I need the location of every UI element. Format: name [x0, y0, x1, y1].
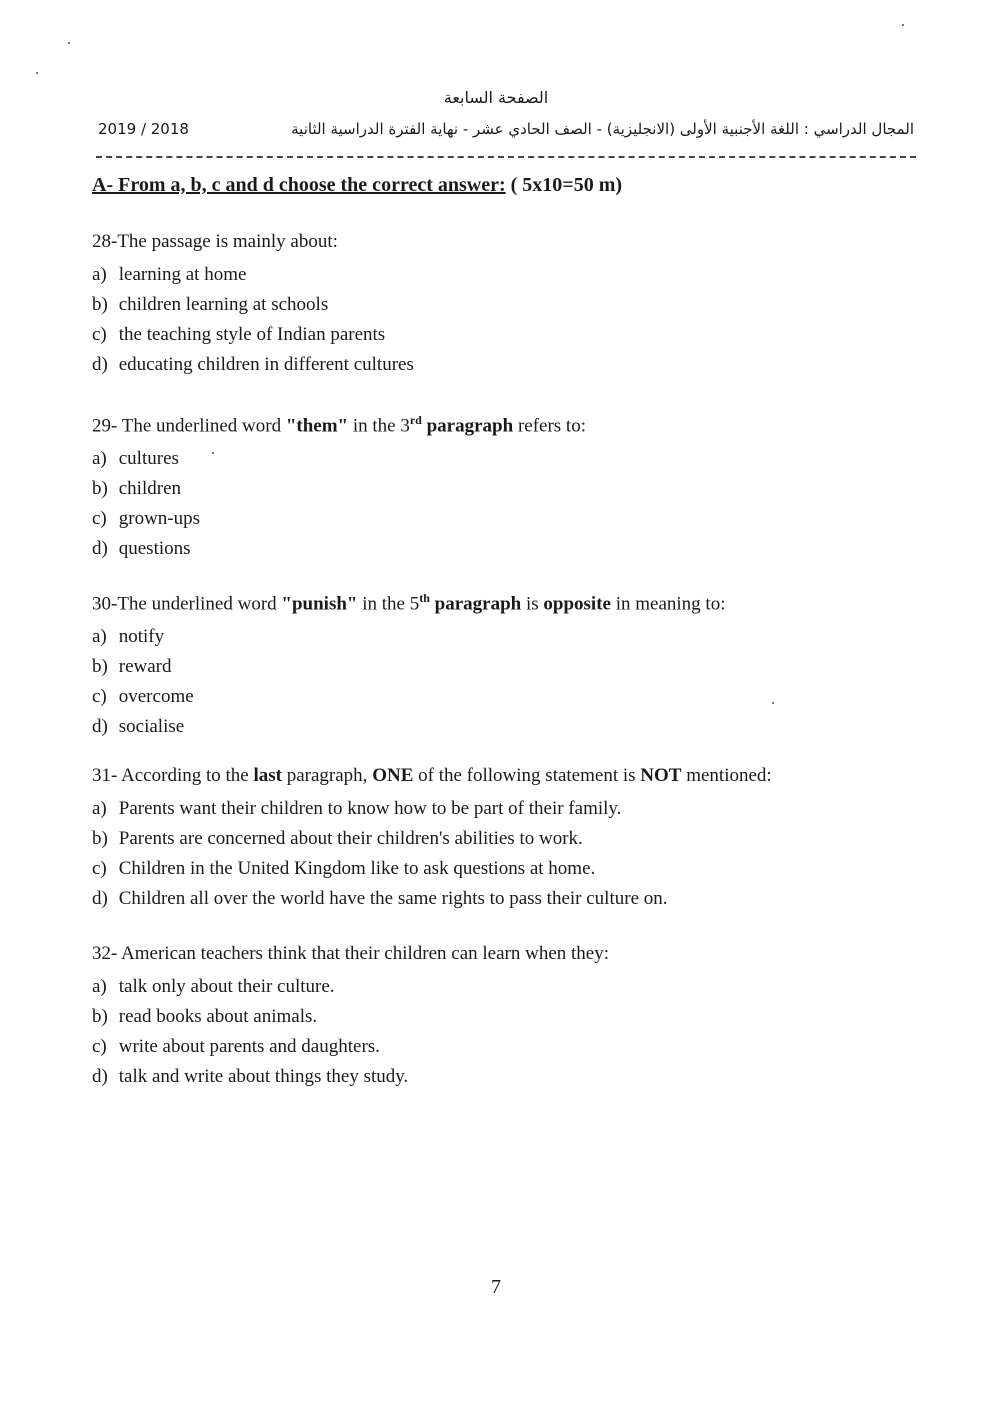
page-number: 7 — [491, 1276, 501, 1298]
option-b: b) reward — [92, 656, 172, 678]
question-stem: 32- American teachers think that their children can learn when they: — [92, 943, 610, 964]
question-number: 31- — [92, 765, 118, 786]
option-d: d) socialise — [92, 716, 185, 738]
scan-speck — [902, 24, 904, 26]
option-b: b) read books about animals. — [92, 1006, 318, 1027]
question-29 — [92, 408, 912, 564]
question-32 — [92, 942, 912, 1092]
underlined-word: "them" — [285, 415, 349, 437]
question-number: 29- — [92, 415, 118, 437]
scan-speck — [772, 702, 774, 704]
underlined-word: "punish" — [281, 593, 358, 615]
question-number: 28- — [92, 231, 118, 252]
option-a: a) Parents want their children to know how to be part of their family. — [92, 798, 622, 819]
question-stem: 31- According to the last paragraph, ONE of the following statement is NOT mentioned: — [92, 765, 772, 786]
option-b: b) children — [92, 478, 182, 500]
header-divider — [96, 156, 916, 158]
exam-header — [92, 118, 914, 144]
option-a: a) cultures — [92, 448, 179, 470]
subject-line: المجال الدراسي : اللغة الأجنبية الأولى (الانجليزية) - الصف الحادي عشر - نهاية الفترة الدراسية الثانية — [291, 120, 914, 138]
question-stem: 30-The underlined word "punish" in the 5th paragraph is opposite in meaning to: — [92, 591, 726, 615]
question-stem: 28-The passage is mainly about: — [92, 231, 338, 252]
option-d: d) educating children in different cultures — [92, 354, 414, 375]
option-c: c) write about parents and daughters. — [92, 1036, 380, 1057]
option-c: c) grown-ups — [92, 508, 201, 530]
option-b: b) children learning at schools — [92, 294, 329, 315]
scan-speck — [212, 452, 214, 454]
option-d: d) talk and write about things they study. — [92, 1066, 409, 1087]
section-instructions — [92, 174, 622, 197]
question-number: 30- — [92, 593, 118, 615]
option-c: c) Children in the United Kingdom like to ask questions at home. — [92, 858, 596, 879]
page-title: الصفحة السابعة — [443, 88, 549, 107]
section-marks: ( 5x10=50 m) — [510, 174, 623, 196]
option-d: d) questions — [92, 538, 191, 560]
question-31 — [92, 764, 912, 914]
question-28 — [92, 230, 912, 380]
section-heading: A- From a, b, c and d choose the correct answer: — [92, 174, 506, 196]
option-a: a) learning at home — [92, 264, 247, 285]
academic-year: 2019 / 2018 — [98, 120, 189, 138]
question-number: 32- — [92, 943, 118, 964]
question-30 — [92, 586, 912, 742]
scan-speck — [68, 42, 70, 44]
option-b: b) Parents are concerned about their children's abilities to work. — [92, 828, 583, 849]
option-a: a) notify — [92, 626, 165, 648]
question-stem: 29- The underlined word "them" in the 3rd paragraph refers to: — [92, 413, 586, 437]
option-c: c) the teaching style of Indian parents — [92, 324, 386, 345]
scan-speck — [36, 72, 38, 74]
option-c: c) overcome — [92, 686, 194, 708]
option-d: d) Children all over the world have the same rights to pass their culture on. — [92, 888, 668, 909]
option-a: a) talk only about their culture. — [92, 976, 335, 997]
